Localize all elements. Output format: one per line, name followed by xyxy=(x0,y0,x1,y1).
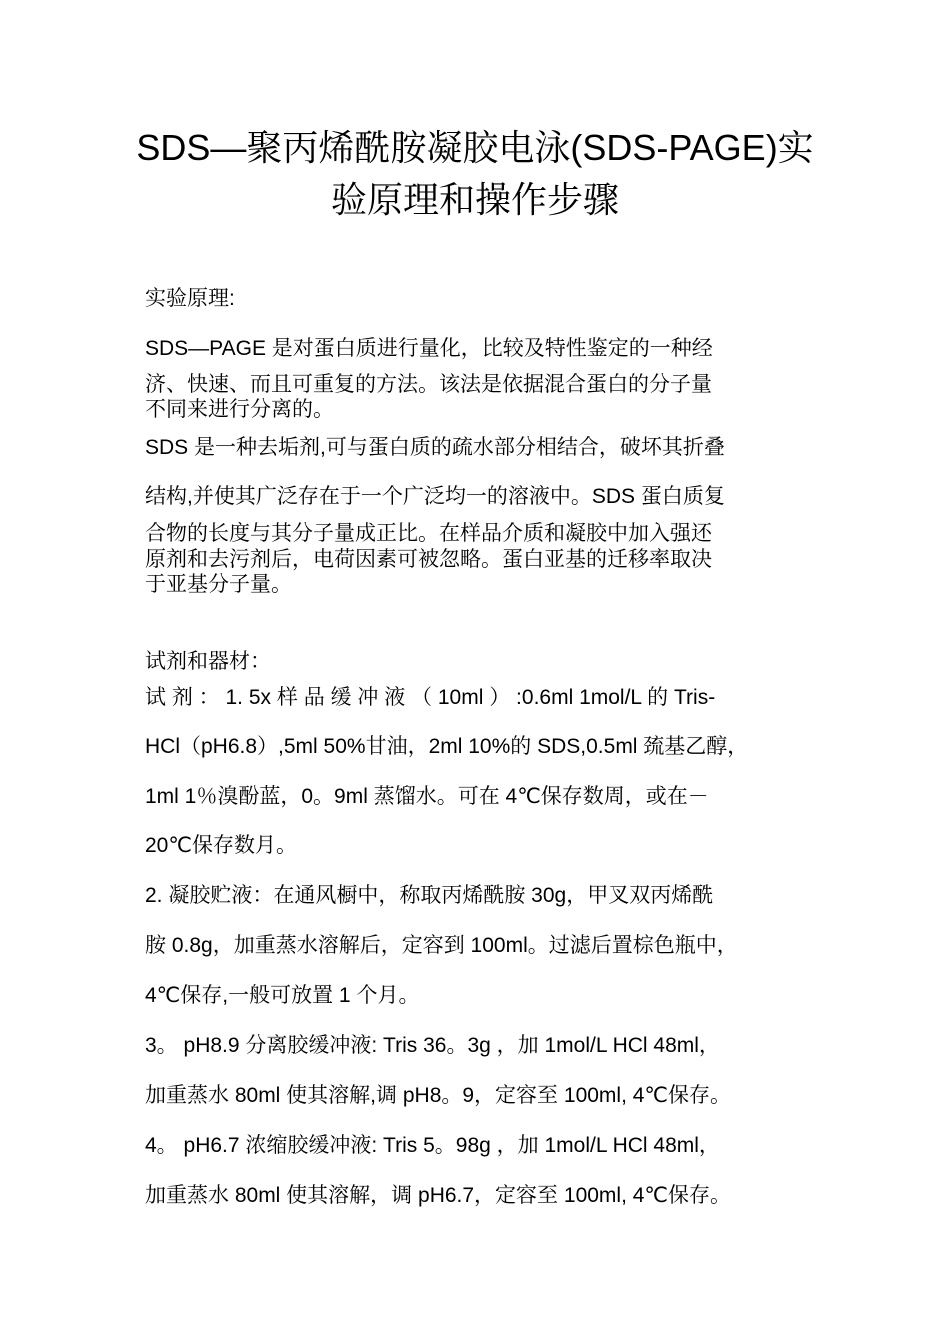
paragraph-line: 原剂和去污剂后，电荷因素可被忽略。蛋白亚基的迁移率取决 xyxy=(145,548,712,571)
paragraph-line: 加重蒸水 80ml 使其溶解,调 pH8。9，定容至 100ml, 4℃保存。 xyxy=(145,1084,732,1107)
paragraph-line: 济、快速、而且可重复的方法。该法是依据混合蛋白的分子量 xyxy=(145,373,712,396)
paragraph-line: 胺 0.8g，加重蒸水溶解后，定容到 100ml。过滤后置棕色瓶中， xyxy=(145,934,738,957)
paragraph-line: 结构,并使其广泛存在于一个广泛均一的溶液中。SDS 蛋白质复 xyxy=(145,485,725,508)
paragraph-line: 20℃保存数月。 xyxy=(145,834,297,857)
paragraph-line: 不同来进行分离的。 xyxy=(145,398,334,421)
paragraph-line: 3。 pH8.9 分离胶缓冲液: Tris 36。3g ，加 1mol/L HCl 48ml， xyxy=(145,1034,720,1057)
paragraph-line: 加重蒸水 80ml 使其溶解，调 pH6.7，定容至 100ml, 4℃保存。 xyxy=(145,1184,732,1207)
paragraph-line: SDS—PAGE 是对蛋白质进行量化，比较及特性鉴定的一种经 xyxy=(145,337,713,360)
document-title: SDS—聚丙烯酰胺凝胶电泳(SDS-PAGE)实验原理和操作步骤 xyxy=(136,127,814,220)
paragraph-line: 4℃保存,一般可放置 1 个月。 xyxy=(145,984,420,1007)
paragraph-line: 于亚基分子量。 xyxy=(145,573,292,596)
paragraph-line: 4。 pH6.7 浓缩胶缓冲液: Tris 5。98g ，加 1mol/L HCl 48ml， xyxy=(145,1134,720,1157)
section-heading-principle: 实验原理: xyxy=(145,287,235,310)
paragraph-line: 1ml 1％溴酚蓝，0。9ml 蒸馏水。可在 4℃保存数周，或在－ xyxy=(145,785,709,808)
paragraph-line: HCl（pH6.8）,5ml 50%甘油，2ml 10%的 SDS,0.5ml 巯基乙醇， xyxy=(145,735,749,758)
paragraph-line: 合物的长度与其分子量成正比。在样品介质和凝胶中加入强还 xyxy=(145,522,712,545)
paragraph-line: 试 剂 ： 1. 5x 样 品 缓 冲 液 （ 10ml ） :0.6ml 1mol/L 的 Tris- xyxy=(145,686,716,709)
paragraph-line: 2. 凝胶贮液：在通风橱中，称取丙烯酰胺 30g，甲叉双丙烯酰 xyxy=(145,884,714,907)
section-heading-reagents: 试剂和器材： xyxy=(145,650,271,673)
paragraph-line: SDS 是一种去垢剂,可与蛋白质的疏水部分相结合，破坏其折叠 xyxy=(145,436,725,459)
